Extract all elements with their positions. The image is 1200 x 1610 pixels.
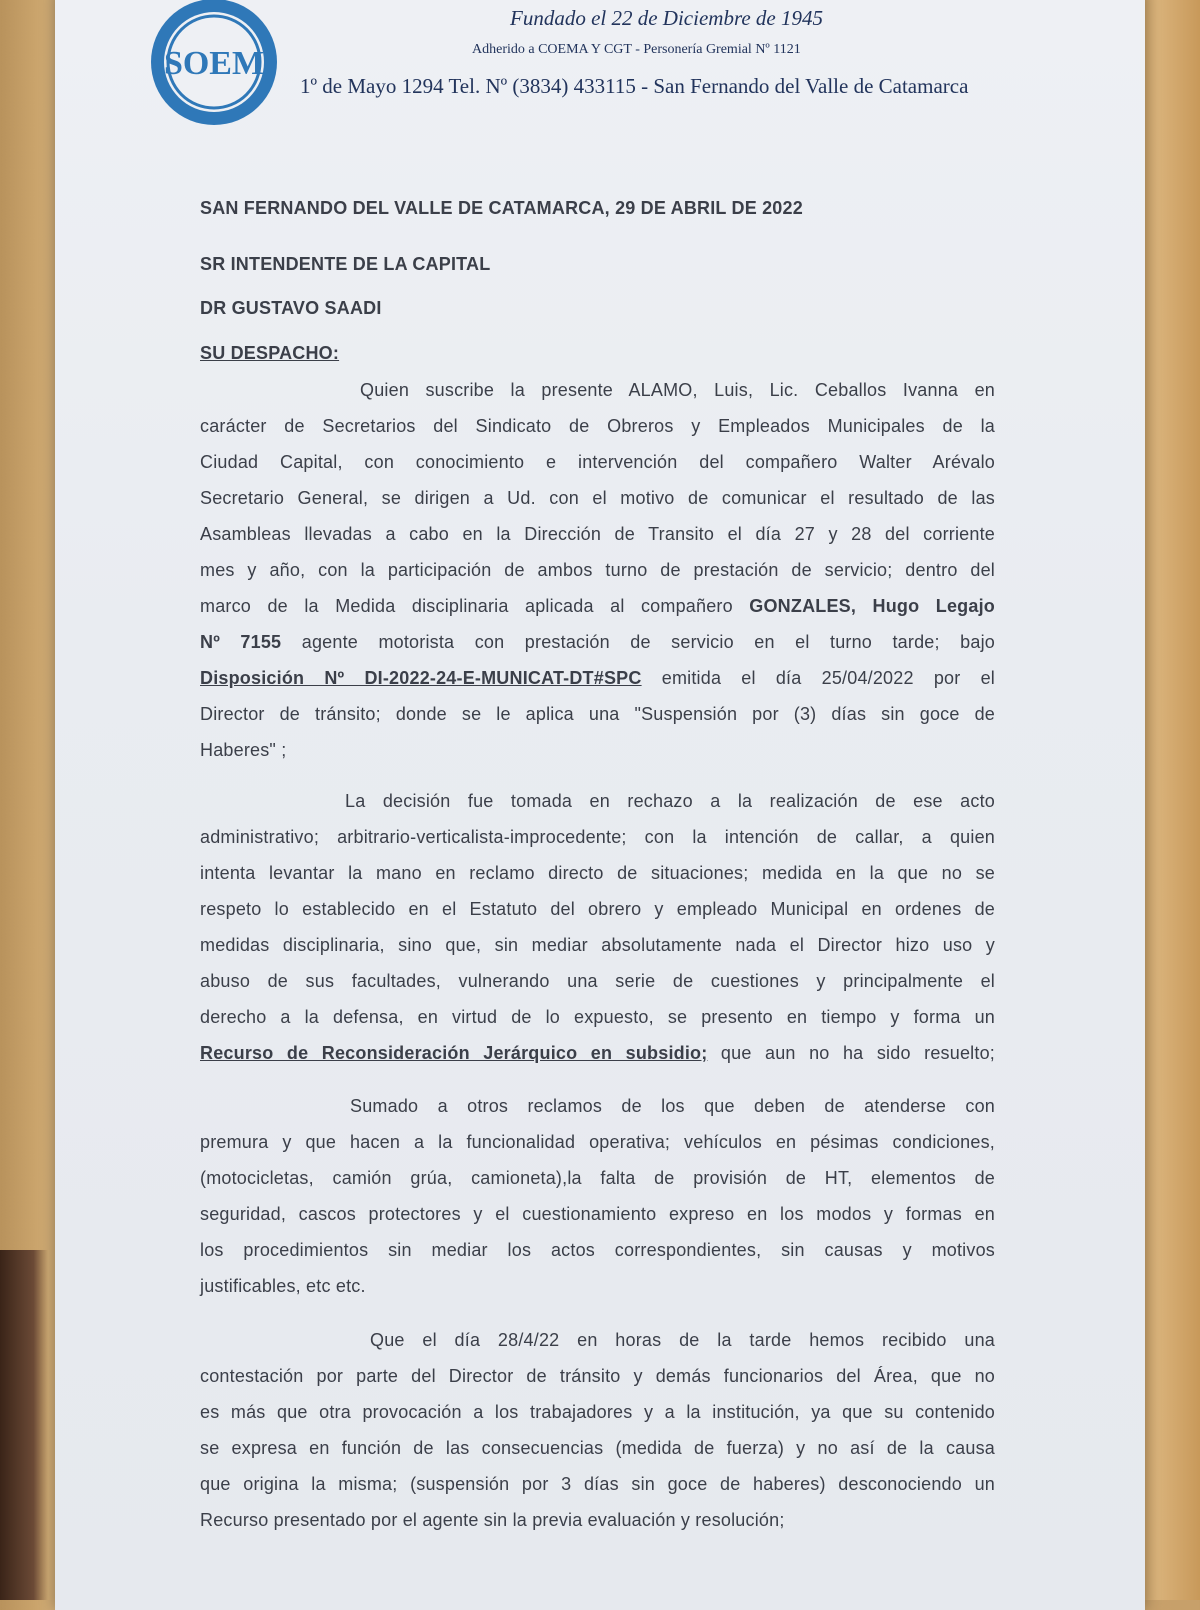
p1-line-6: mes y año, con la participación de ambos turno de prestación de servicio; dentro del <box>200 560 995 580</box>
p4-line-6: Recurso presentado por el agente sin la previa evaluación y resolución; <box>200 1510 785 1530</box>
p3-line-5: los procedimientos sin mediar los actos correspondientes, sin causas y motivos <box>200 1240 995 1260</box>
p1-line-7-text: marco de la Medida disciplinaria aplicada al compañero <box>200 596 750 616</box>
p2-line-8-text: que aun no ha sido resuelto; <box>707 1043 995 1063</box>
table-shadow <box>0 1250 48 1600</box>
address-line: 1º de Mayo 1294 Tel. Nº (3834) 433115 - San Fernando del Valle de Catamarca <box>300 74 969 98</box>
p4-line-5: que origina la misma; (suspensión por 3 días sin goce de haberes) desconociendo un <box>200 1474 995 1494</box>
p3-line-1: Sumado a otros reclamos de los que deben de atenderse con <box>350 1096 995 1116</box>
p1-line-8-text: agente motorista con prestación de servicio en el turno tarde; bajo <box>281 632 995 652</box>
affiliation-line: Adherido a COEMA Y CGT - Personería Gremial Nº 1121 <box>472 42 801 57</box>
worker-name: GONZALES, Hugo Legajo <box>749 596 995 616</box>
p1-line-9 <box>200 668 995 689</box>
p2-line-3: intenta levantar la mano en reclamo directo de situaciones; medida en la que no se <box>200 863 995 883</box>
salutation: SU DESPACHO: <box>200 343 340 363</box>
p3-line-2: premura y que hacen a la funcionalidad operativa; vehículos en pésimas condiciones, <box>200 1132 995 1152</box>
p1-line-4: Secretario General, se dirigen a Ud. con el motivo de comunicar el resultado de las <box>200 488 995 508</box>
p1-line-10: Director de tránsito; donde se le aplica una "Suspensión por (3) días sin goce de <box>200 704 995 724</box>
p2-line-1: La decisión fue tomada en rechazo a la realización de ese acto <box>345 791 995 811</box>
p2-line-8 <box>200 1043 995 1064</box>
p3-line-4: seguridad, cascos protectores y el cuestionamiento expreso en los modos y formas en <box>200 1204 995 1224</box>
p3-line-3: (motocicletas, camión grúa, camioneta),la falta de provisión de HT, elementos de <box>200 1168 995 1188</box>
p4-line-4: se expresa en función de las consecuencias (medida de fuerza) y no así de la causa <box>200 1438 995 1458</box>
p1-line-5: Asambleas llevadas a cabo en la Dirección de Transito el día 27 y 28 del corriente <box>200 524 995 544</box>
p1-line-8 <box>200 632 995 653</box>
p2-line-6: abuso de sus facultades, vulnerando una serie de cuestiones y principalmente el <box>200 971 995 991</box>
p1-line-2: carácter de Secretarios del Sindicato de Obreros y Empleados Municipales de la <box>200 416 995 436</box>
date-line: SAN FERNANDO DEL VALLE DE CATAMARCA, 29 DE ABRIL DE 2022 <box>200 198 803 218</box>
p1-line-1: Quien suscribe la presente ALAMO, Luis, Lic. Ceballos Ivanna en <box>360 380 995 400</box>
logo-lettering: SOEM <box>163 45 265 82</box>
p3-line-6: justificables, etc etc. <box>200 1276 366 1296</box>
p4-line-2: contestación por parte del Director de tránsito y demás funcionarios del Área, que no <box>200 1366 995 1386</box>
founded-line: Fundado el 22 de Diciembre de 1945 <box>510 6 823 30</box>
worker-file-number: Nº 7155 <box>200 632 282 652</box>
soem-logo-icon <box>148 0 280 128</box>
appeal-reference: Recurso de Reconsideración Jerárquico en subsidio; <box>200 1043 708 1063</box>
recipient-name: DR GUSTAVO SAADI <box>200 298 382 318</box>
p4-line-3: es más que otra provocación a los trabajadores y a la institución, ya que su contenido <box>200 1402 995 1422</box>
p2-line-4: respeto lo establecido en el Estatuto del obrero y empleado Municipal en ordenes de <box>200 899 995 919</box>
p2-line-7: derecho a la defensa, en virtud de lo expuesto, se presento en tiempo y forma un <box>200 1007 995 1027</box>
recipient-title: SR INTENDENTE DE LA CAPITAL <box>200 254 491 274</box>
p1-line-9-text: emitida el día 25/04/2022 por el <box>641 668 995 688</box>
p1-line-7 <box>200 596 995 617</box>
disposition-reference: Disposición Nº DI-2022-24-E-MUNICAT-DT#SPC <box>200 668 642 688</box>
p2-line-2: administrativo; arbitrario-verticalista-improcedente; con la intención de callar, a quien <box>200 827 995 847</box>
p2-line-5: medidas disciplinaria, sino que, sin mediar absolutamente nada el Director hizo uso y <box>200 935 995 955</box>
p4-line-1: Que el día 28/4/22 en horas de la tarde hemos recibido una <box>370 1330 995 1350</box>
p1-line-11: Haberes" ; <box>200 740 287 760</box>
p1-line-3: Ciudad Capital, con conocimiento e intervención del compañero Walter Arévalo <box>200 452 995 472</box>
